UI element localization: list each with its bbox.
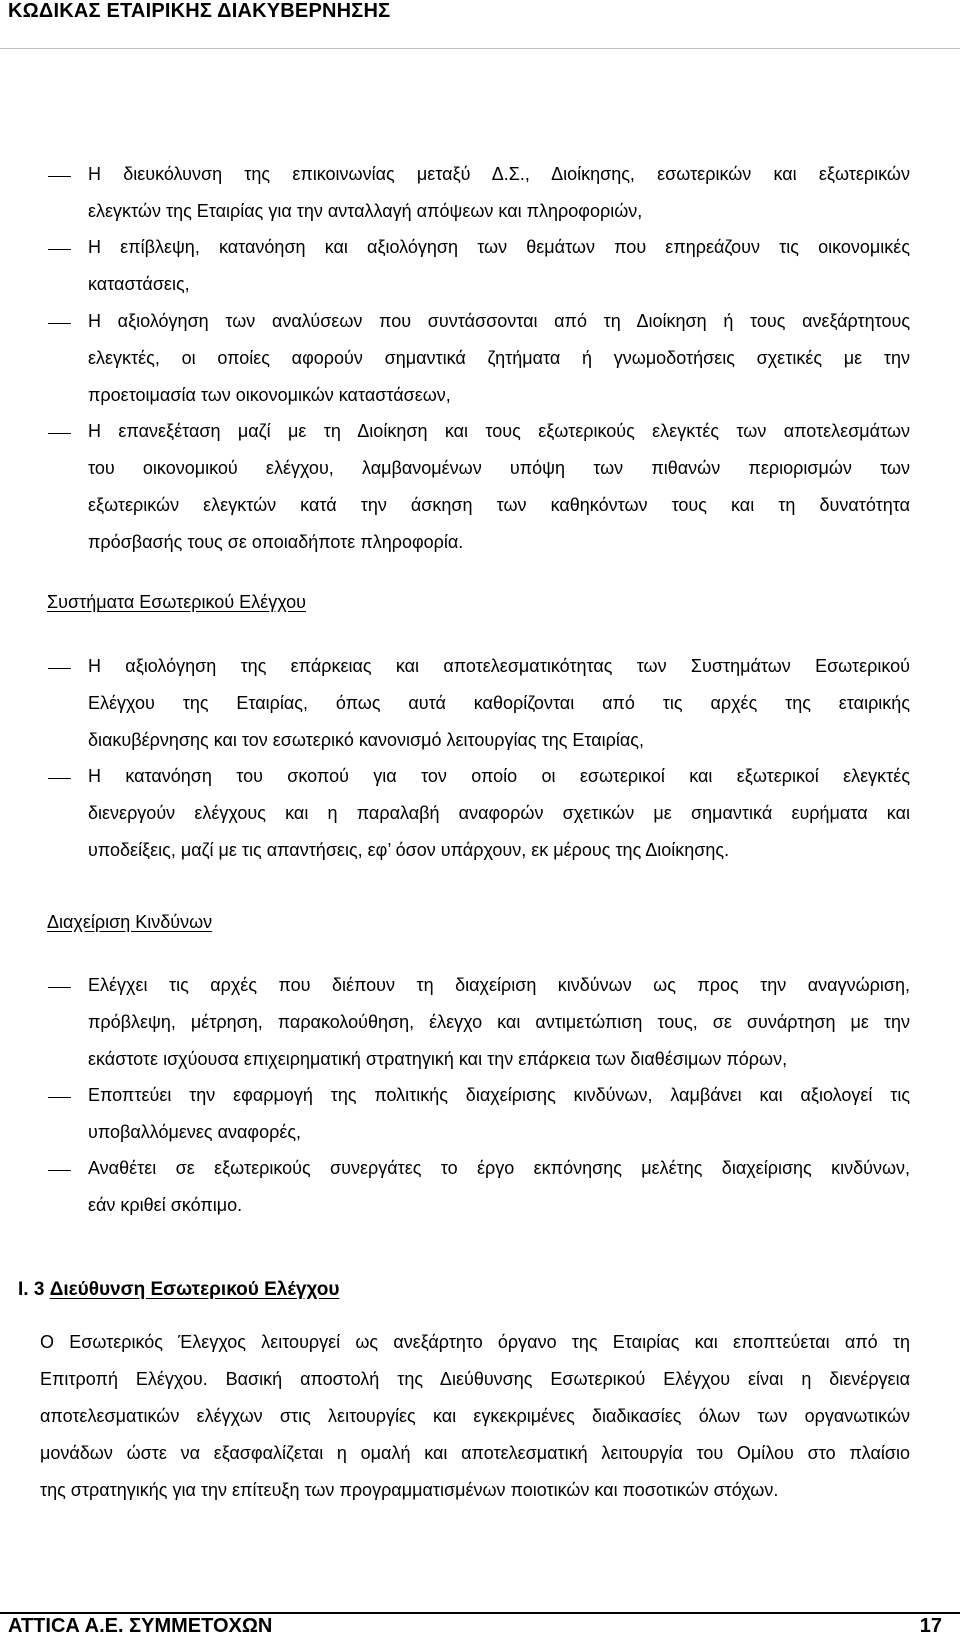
list-item-line: υποβαλλόμενες αναφορές, (88, 1122, 302, 1142)
footer-company: ATTICA Α.Ε. ΣΥΜΜΕΤΟΧΩΝ (8, 1615, 273, 1637)
list-item-line: καταστάσεις, (88, 274, 190, 294)
list-item-line: προετοιμασία των οικονομικών καταστάσεων, (88, 385, 451, 405)
dash-bullet-icon (48, 778, 71, 779)
paragraph-line: της στρατηγικής για την επίτευξη των προγραμματισμένων ποιοτικών και ποσοτικών στόχων. (40, 1480, 779, 1500)
list-item-line: Ελέγχει τις αρχές που διέπουν τη διαχείριση κινδύνων ως προς την αναγνώριση, (88, 975, 910, 995)
document-title: ΚΩΔΙΚΑΣ ΕΤΑΙΡΙΚΗΣ ΔΙΑΚΥΒΕΡΝΗΣΗΣ (8, 0, 391, 22)
dash-bullet-icon (48, 323, 71, 324)
dash-bullet-icon (48, 1170, 71, 1171)
section-number: Ι. 3 (18, 1279, 45, 1300)
section-title (18, 1279, 339, 1301)
list-item-line: Η κατανόηση του σκοπού για τον οποίο οι εσωτερικοί και εξωτερικοί ελεγκτές (88, 766, 910, 786)
section-heading: Διαχείριση Κινδύνων (47, 912, 213, 932)
paragraph-line: αποτελεσματικών ελέγχων στις λειτουργίες και εγκεκριμένες διαδικασίες όλων των οργανωτικών (40, 1406, 910, 1426)
paragraph-line: μονάδων ώστε να εξασφαλίζεται η ομαλή και αποτελεσματική λειτουργία του Ομίλου στο πλαίσιο (40, 1443, 910, 1463)
list-item-line: εκάστοτε ισχύουσα επιχειρηματική στρατηγική και την επάρκεια των διαθέσιμων πόρων, (88, 1049, 788, 1069)
list-item-line: εξωτερικών ελεγκτών κατά την άσκηση των καθηκόντων τους και τη δυνατότητα (88, 495, 910, 515)
list-item-line: Η διευκόλυνση της επικοινωνίας μεταξύ Δ.Σ., Διοίκησης, εσωτερικών και εξωτερικών (88, 164, 910, 184)
page-number: 17 (919, 1615, 942, 1637)
list-item-line: πρόσβασής τους σε οποιαδήποτε πληροφορία. (88, 532, 464, 552)
list-item-line: εάν κριθεί σκόπιμο. (88, 1195, 243, 1215)
page-header (0, 0, 960, 49)
paragraph-line: Επιτροπή Ελέγχου. Βασική αποστολή της Διεύθυνσης Εσωτερικού Ελέγχου είναι η διενέργεια (40, 1369, 910, 1389)
list-item-line: Η αξιολόγηση της επάρκειας και αποτελεσματικότητας των Συστημάτων Εσωτερικού (88, 656, 910, 676)
dash-bullet-icon (48, 176, 71, 177)
list-item-line: πρόβλεψη, μέτρηση, παρακολούθηση, έλεγχο και αντιμετώπιση τους, σε συνάρτηση με την (88, 1012, 910, 1032)
list-item-line: ελεγκτές, οι οποίες αφορούν σημαντικά ζητήματα ή γνωμοδοτήσεις σχετικές με την (88, 348, 910, 368)
list-item-line: υποδείξεις, μαζί με τις απαντήσεις, εφ’ όσον υπάρχουν, εκ μέρους της Διοίκησης. (88, 840, 730, 860)
section-title-text: Διεύθυνση Εσωτερικού Ελέγχου (49, 1279, 340, 1300)
list-item-line: ελεγκτών της Εταιρίας για την ανταλλαγή απόψεων και πληροφοριών, (88, 201, 643, 221)
dash-bullet-icon (48, 249, 71, 250)
list-item-line: διακυβέρνησης και τον εσωτερικό κανονισμό λειτουργίας της Εταιρίας, (88, 730, 644, 750)
list-item-line: Η επίβλεψη, κατανόηση και αξιολόγηση των θεμάτων που επηρεάζουν τις οικονομικές (88, 237, 910, 257)
dash-bullet-icon (48, 1097, 71, 1098)
dash-bullet-icon (48, 987, 71, 988)
list-item-line: Η αξιολόγηση των αναλύσεων που συντάσσονται από τη Διοίκηση ή τους ανεξάρτητους (88, 311, 910, 331)
dash-bullet-icon (48, 668, 71, 669)
paragraph-line: Ο Εσωτερικός Έλεγχος λειτουργεί ως ανεξάρτητο όργανο της Εταιρίας και εποπτεύεται από τη (40, 1332, 910, 1352)
dash-bullet-icon (48, 433, 71, 434)
list-item-line: Ελέγχου της Εταιρίας, όπως αυτά καθορίζονται από τις αρχές της εταιρικής (88, 693, 910, 713)
list-item-line: διενεργούν ελέγχους και η παραλαβή αναφορών σχετικών με σημαντικά ευρήματα και (88, 803, 910, 823)
list-item-line: Η επανεξέταση μαζί με τη Διοίκηση και τους εξωτερικούς ελεγκτές των αποτελεσμάτων (88, 421, 910, 441)
section-heading: Συστήματα Εσωτερικού Ελέγχου (47, 592, 307, 612)
page-footer (0, 1612, 960, 1644)
list-item-line: Αναθέτει σε εξωτερικούς συνεργάτες το έργο εκπόνησης μελέτης διαχείρισης κινδύνων, (88, 1158, 910, 1178)
list-item-line: του οικονομικού ελέγχου, λαμβανομένων υπόψη των πιθανών περιορισμών των (88, 458, 910, 478)
list-item-line: Εποπτεύει την εφαρμογή της πολιτικής διαχείρισης κινδύνων, λαμβάνει και αξιολογεί τις (88, 1085, 910, 1105)
